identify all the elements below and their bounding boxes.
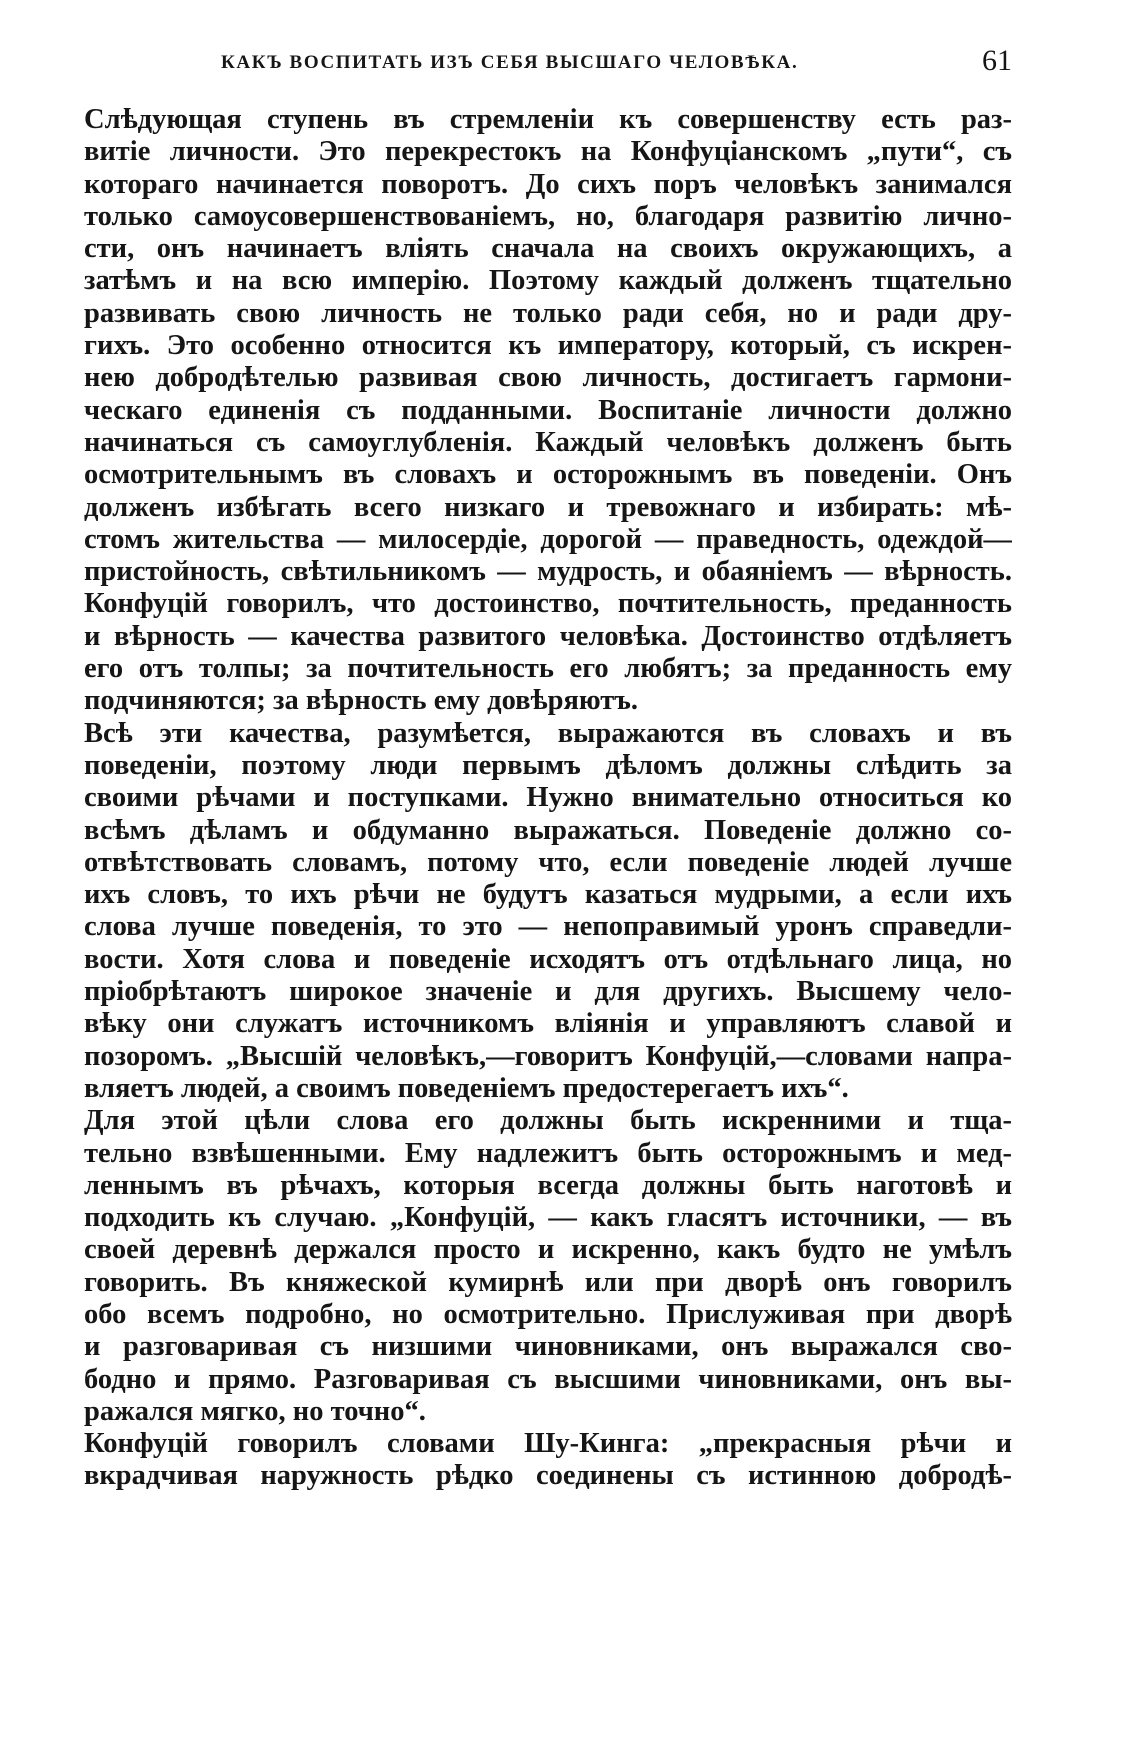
text-line: своими рѣчами и поступками. Нужно внимательно относиться ко [84,782,1012,814]
paragraph-1 [84,104,1012,718]
page-number: 61 [982,44,1012,77]
text-line: вѣку они служатъ источникомъ вліянія и управляютъ славой и [84,1008,1012,1040]
text-line: Всѣ эти качества, разумѣется, выражаются въ словахъ и въ [84,717,1012,749]
text-line: тельно взвѣшенными. Ему надлежитъ быть осторожнымъ и мед- [84,1137,1012,1169]
text-line: вляетъ людей, а своимъ поведеніемъ предостерегаетъ ихъ“. [84,1072,849,1104]
text-line: своей деревнѣ держался просто и искренно, какъ будто не умѣлъ [84,1234,1012,1266]
text-line: нею добродѣтелью развивая свою личность, достигаетъ гармони- [84,362,1012,394]
text-line: подчиняются; за вѣрность ему довѣряютъ. [84,685,639,717]
text-line: развивать свою личность не только ради себя, но и ради дру- [84,297,1012,329]
text-line: сти, онъ начинаетъ вліять сначала на своихъ окружающихъ, а [84,233,1012,265]
text-line: вкрадчивая наружность рѣдко соединены съ истинною добродѣ- [84,1460,1012,1492]
text-line: вости. Хотя слова и поведеніе исходятъ отъ отдѣльнаго лица, но [84,943,1012,975]
text-line: пристойность, свѣтильникомъ — мудрость, и обаяніемъ — вѣрность. [84,556,1012,588]
text-line: ихъ словъ, то ихъ рѣчи не будутъ казаться мудрыми, а если ихъ [84,879,1012,911]
text-line: только самоусовершенствованіемъ, но, благодаря развитію лично- [84,200,1012,232]
paragraph-2 [84,718,1012,1106]
text-line: долженъ избѣгать всего низкаго и тревожнаго и избирать: мѣ- [84,491,1012,523]
text-line: позоромъ. „Высшій человѣкъ,—говоритъ Конфуцій,—словами напра- [84,1040,1012,1072]
text-line: всѣмъ дѣламъ и обдуманно выражаться. Поведеніе должно со- [84,814,1012,846]
text-line: осмотрительнымъ въ словахъ и осторожнымъ въ поведеніи. Онъ [84,459,1012,491]
running-title: КАКЪ ВОСПИТАТЬ ИЗЪ СЕБЯ ВЫСШАГО ЧЕЛОВѢКА. [221,52,799,73]
text-line: начинаться съ самоуглубленія. Каждый человѣкъ долженъ быть [84,426,1012,458]
text-line: подходить къ случаю. „Конфуцій, — какъ гласятъ источники, — въ [84,1202,1012,1234]
text-line: затѣмъ и на всю имперію. Поэтому каждый долженъ тщательно [84,265,1012,297]
text-line: и вѣрность — качества развитого человѣка. Достоинство отдѣляетъ [84,620,1012,652]
text-line: бодно и прямо. Разговаривая съ высшими чиновниками, онъ вы- [84,1363,1012,1395]
text-line: ражался мягко, но точно“. [84,1395,426,1427]
text-line: Слѣдующая ступень въ стремленіи къ совершенству есть раз- [84,104,1012,135]
text-line: котораго начинается поворотъ. До сихъ поръ человѣкъ занимался [84,168,1012,200]
text-line: Для этой цѣли слова его должны быть искренними и тща- [84,1105,1012,1137]
text-line: витіе личности. Это перекрестокъ на Конфуціанскомъ „пути“, съ [84,136,1012,168]
text-line: стомъ жительства — милосердіе, дорогой — праведность, одеждой— [84,523,1012,555]
text-line: гихъ. Это особенно относится къ императору, который, съ искрен- [84,330,1012,362]
text-line: леннымъ въ рѣчахъ, которыя всегда должны быть наготовѣ и [84,1169,1012,1201]
text-line: Конфуцій говорилъ, что достоинство, почтительность, преданность [84,588,1012,620]
text-line: и разговаривая съ низшими чиновниками, онъ выражался сво- [84,1331,1012,1363]
paragraph-3 [84,1105,1012,1428]
text-line: отвѣтствовать словамъ, потому что, если поведеніе людей лучше [84,846,1012,878]
text-line: его отъ толпы; за почтительность его любятъ; за преданность ему [84,653,1012,685]
text-line: слова лучше поведенія, то это — непоправимый уронъ справедли- [84,911,1012,943]
text-line: обо всемъ подробно, но осмотрительно. Прислуживая при дворѣ [84,1298,1012,1330]
text-line: ческаго единенія съ подданными. Воспитаніе личности должно [84,394,1012,426]
text-line: поведеніи, поэтому люди первымъ дѣломъ должны слѣдить за [84,749,1012,781]
text-line: говорить. Въ княжеской кумирнѣ или при дворѣ онъ говорилъ [84,1266,1012,1298]
running-head [84,44,1012,84]
paragraph-4 [84,1428,1012,1493]
text-line: Конфуцій говорилъ словами Шу-Кинга: „прекрасныя рѣчи и [84,1428,1012,1460]
body-text [84,104,1012,1493]
text-line: пріобрѣтаютъ широкое значеніе и для другихъ. Высшему чело- [84,976,1012,1008]
